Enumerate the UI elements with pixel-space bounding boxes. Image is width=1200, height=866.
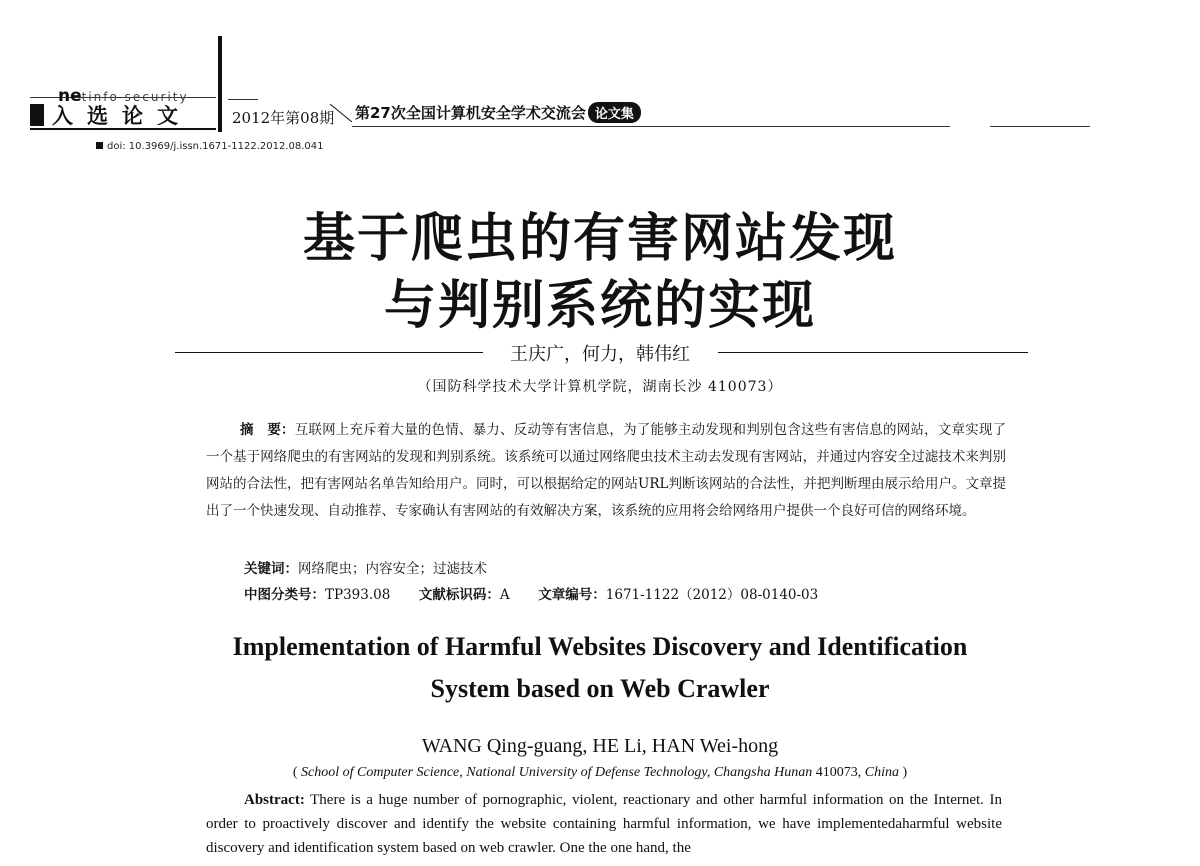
doi-text: doi: 10.3969/j.issn.1671-1122.2012.08.041: [107, 141, 324, 152]
section-marker: [30, 104, 44, 126]
clc-value: TP393.08: [325, 587, 391, 603]
conference-label: [355, 102, 641, 123]
doc-code-value: A: [499, 587, 510, 603]
abstract-cn-label: 摘 要：: [240, 422, 295, 438]
header-rule-far-right: [990, 126, 1090, 127]
affiliation-en-open: (: [292, 765, 302, 780]
journal-header: [0, 0, 1200, 170]
header-rule-dash: [228, 99, 258, 100]
affiliation-en-text: School of Computer Science, National University of Defense Technology, Changsha Hunan: [301, 765, 813, 780]
abstract-en-text: There is a huge number of pornographic, violent, reactionary and other harmful information on the Internet. In order to proactively discover and identify the website containing harmful information, we have implementedaharmful website discovery and identification system based on web crawler. One the one hand, the: [206, 792, 1002, 856]
title-en-line1: Implementation of Harmful Websites Discovery and Identification: [232, 632, 968, 661]
affiliation-en: [0, 765, 1200, 781]
header-slash-divider: [330, 104, 352, 122]
brand-suffix: tinfo security: [81, 90, 189, 104]
header-vertical-rule: [218, 36, 222, 132]
classification-row: [244, 583, 818, 603]
keywords-cn: [244, 557, 487, 577]
title-cn-line2: 与判别系统的实现: [383, 275, 816, 336]
keywords-cn-text: 网络爬虫；内容安全；过滤技术: [298, 561, 487, 577]
brand-prefix: ne: [58, 86, 82, 106]
affiliation-cn: （国防科学技术大学计算机学院，湖南长沙 410073）: [417, 379, 783, 395]
doi-marker-icon: [96, 142, 103, 149]
article-number-label: 文章编号：: [538, 587, 606, 603]
article-number-value: 1671-1122（2012）08-0140-03: [605, 587, 819, 603]
abstract-en-label: Abstract:: [244, 792, 305, 808]
abstract-cn-text: 互联网上充斥着大量的色情、暴力、反动等有害信息，为了能够主动发现和判别包含这些有害信息的网站，文章实现了一个基于网络爬虫的有害网站的发现和判别系统。该系统可以通过网络爬虫技术主动去发现有害网站，并通过内容安全过滤技术来判别网站的合法性，把有害网站名单告知给用户。同时，可以根据给定的网站URL判断该网站的合法性，并把判断理由展示给用户。文章提出了一个快速发现、自动推荐、专家确认有害网站的有效解决方案，该系统的应用将会给网络用户提供一个良好可信的网络环境。: [206, 422, 1007, 519]
conference-badge: 论文集: [588, 102, 641, 123]
header-rule-right: [352, 126, 950, 127]
doc-code-label: 文献标识码：: [418, 587, 500, 603]
clc-label: 中图分类号：: [244, 587, 325, 603]
doi-line: [96, 141, 324, 152]
abstract-cn: [206, 417, 1006, 525]
title-cn-line1: 基于爬虫的有害网站发现: [302, 208, 897, 269]
affiliation-en-close: ): [898, 765, 908, 780]
abstract-en: [206, 788, 1002, 860]
keywords-cn-label: 关键词：: [244, 561, 298, 577]
authors-cn: 王庆广，何力，韩伟红: [510, 344, 690, 365]
conference-name: 第27次全国计算机安全学术交流会: [355, 104, 586, 122]
section-label: 入选论文: [52, 103, 192, 128]
issue-number: 2012年第08期: [232, 109, 335, 127]
affiliation-en-postcode: 410073,: [812, 765, 865, 780]
title-en-line2: System based on Web Crawler: [430, 674, 770, 703]
affiliation-en-country: China: [864, 765, 899, 780]
authors-en: WANG Qing-guang, HE Li, HAN Wei-hong: [421, 735, 779, 757]
